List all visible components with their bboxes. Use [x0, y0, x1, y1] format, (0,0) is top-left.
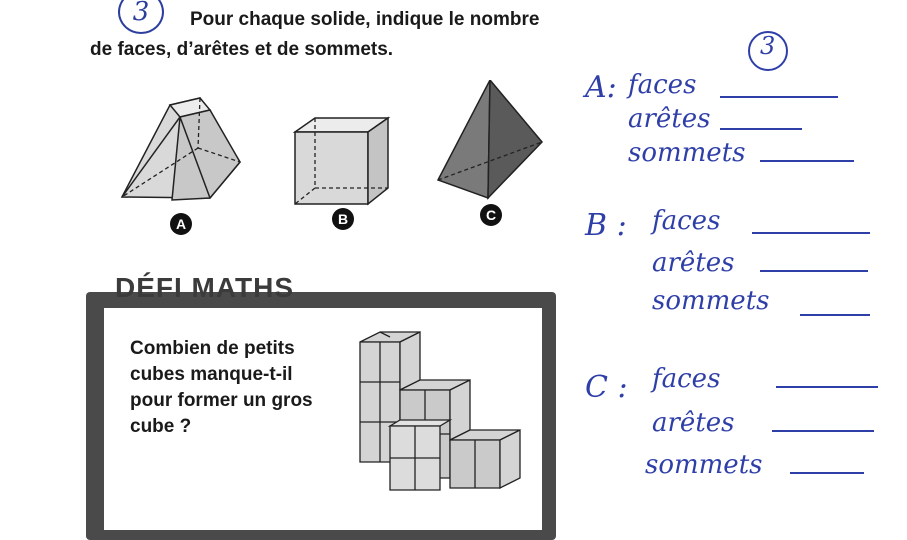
solid-b-cube [295, 118, 388, 204]
instruction-line-1: Pour chaque solide, indique le nombre [190, 9, 540, 30]
hand-letter-c: C : [585, 370, 628, 405]
instruction-line-2: de faces, d’arêtes et de sommets. [90, 39, 394, 60]
handwritten-circled-number: 3 [760, 32, 776, 60]
hand-a-aretes: arêtes [628, 104, 711, 134]
hand-a-faces-line [720, 96, 838, 98]
hand-a-aretes-line [720, 128, 802, 130]
hand-letter-b: B : [585, 208, 627, 243]
solid-label-a: A [170, 213, 192, 235]
hand-b-faces-line [752, 232, 870, 234]
hand-c-aretes: arêtes [652, 408, 735, 438]
defi-question: Combien de petits cubes manque-t-il pour former un gros cube ? [130, 338, 313, 437]
hand-c-sommets: sommets [645, 450, 763, 480]
hand-c-sommets-line [790, 472, 864, 474]
hand-c-faces-line [776, 386, 878, 388]
hand-a-sommets: sommets [628, 138, 746, 168]
hand-b-aretes-line [760, 270, 868, 272]
solids-illustration [110, 80, 570, 210]
exercise-number-circle: 3 [118, 0, 164, 34]
solid-label-c: C [480, 204, 502, 226]
hand-b-aretes: arêtes [652, 248, 735, 278]
hand-c-aretes-line [772, 430, 874, 432]
hand-letter-a: A: [585, 70, 617, 105]
hand-b-sommets-line [800, 314, 870, 316]
hand-a-sommets-line [760, 160, 854, 162]
solid-c-tetrahedron [438, 80, 542, 198]
hand-c-faces: faces [652, 364, 721, 394]
hand-b-faces: faces [652, 206, 721, 236]
solid-a-truncated-pyramid [122, 98, 240, 200]
hand-b-sommets: sommets [652, 286, 770, 316]
defi-title: DÉFI MATHS [115, 272, 295, 303]
hand-a-faces: faces [628, 70, 697, 100]
solid-label-b: B [332, 208, 354, 230]
staircase-cubes-illustration [350, 330, 530, 500]
